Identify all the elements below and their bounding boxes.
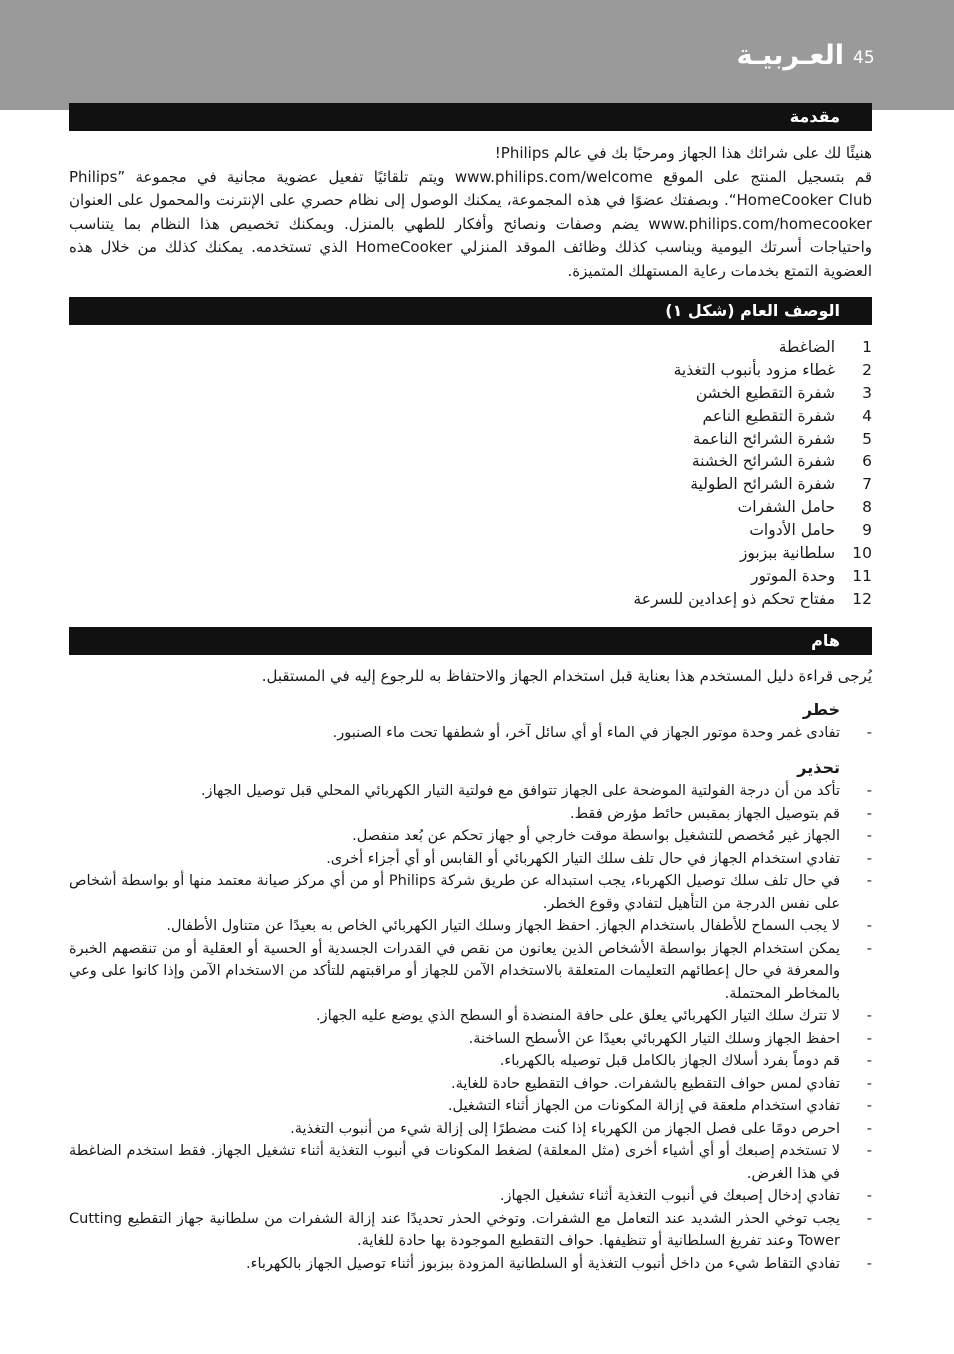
bullet-dash: - [866, 725, 872, 741]
warning-item-text: في حال تلف سلك توصيل الكهرباء، يجب استبداله عن طريق شركة Philips أو من أي مركز صيانة معتمد منها أو بواسطة أشخاص على نفس الدرجة من التأهيل لتفادي وقوع الخطر. [69, 873, 841, 912]
parts-list-item [69, 405, 872, 428]
danger-heading: خطر [802, 700, 840, 719]
bullet-dash: - [866, 1210, 872, 1227]
page-header [0, 0, 954, 110]
bullet-dash: - [866, 1255, 872, 1272]
intro-text [69, 142, 872, 283]
warning-item [69, 1095, 872, 1118]
bullet-dash: - [866, 783, 872, 799]
warning-item-text: تفادي التقاط شيء من داخل أنبوب التغذية أو السلطانية المزودة ببزبوز أثناء توصيل الجهاز بالكهرباء. [246, 1255, 840, 1272]
bullet-dash: - [866, 1098, 872, 1114]
bullet-dash: - [866, 918, 872, 934]
bullet-dash: - [866, 1120, 872, 1137]
warning-item [69, 1253, 872, 1276]
warning-item-text: لا تستخدم إصبعك أو أي أشياء أخرى (مثل المعلقة) لضغط المكونات في أنبوب التغذية أثناء تشغيل الجهاز. فقط استخدم الضاغطة في هذا الغرض. [69, 1143, 840, 1182]
bullet-dash: - [866, 1053, 872, 1069]
parts-list-item [69, 519, 872, 542]
parts-item-number: 7 [862, 475, 872, 494]
warning-item-text: يجب توخي الحذر الشديد عند التعامل مع الشفرات. وتوخي الحذر تحديدًا عند إزالة الشفرات من سلطانية جهاز التقطيع Cutting Tower وعند تفريغ السلطانية أو تنظيفها. حواف التقطيع الموجودة بها حادة للغاية. [69, 1210, 840, 1249]
parts-item-label: شفرة الشرائح الناعمة [692, 429, 836, 448]
parts-list-item [69, 359, 872, 382]
parts-list-item [69, 450, 872, 473]
warning-item-text: لا تترك سلك التيار الكهربائي يعلق على حافة المنضدة أو السطح الذي يوضع عليه الجهاز. [316, 1008, 840, 1024]
parts-item-label: شفرة الشرائح الخشنة [691, 452, 836, 471]
parts-item-number: 2 [862, 360, 872, 379]
warning-item [69, 1208, 872, 1253]
section-important-title: هام [69, 627, 872, 655]
parts-item-number: 5 [862, 429, 872, 448]
warning-item-text: تفادي لمس حواف التقطيع بالشفرات. حواف التقطيع حادة للغاية. [451, 1075, 840, 1092]
bullet-dash: - [866, 828, 872, 844]
warning-item-text: الجهاز غير مُخصص للتشغيل بواسطة موقت خارجي أو جهاز تحكم عن بُعد منفصل. [352, 828, 840, 844]
parts-item-number: 6 [862, 452, 872, 471]
warning-item [69, 848, 872, 871]
parts-list [69, 336, 872, 611]
parts-item-number: 11 [852, 566, 872, 585]
intro-paragraph-1: هنيئًا لك على شرائك هذا الجهاز ومرحبًا بك في عالم Philips! [494, 144, 872, 162]
parts-item-label: شفرة التقطيع الخشن [695, 383, 836, 402]
parts-item-number: 9 [862, 521, 872, 540]
parts-item-label: غطاء مزود بأنبوب التغذية [673, 360, 836, 379]
bullet-dash: - [866, 940, 872, 957]
parts-item-number: 8 [862, 498, 872, 517]
parts-item-number: 1 [862, 338, 872, 356]
warning-item-text: يمكن استخدام الجهاز بواسطة الأشخاص الذين يعانون من نقص في القدرات الجسدية أو الحسية أو العقلية أو من تنقصهم الخبرة والمعرفة في حال إعطائهم التعليمات المتعلقة بالاستخدام الآمن للجهاز أو مراقبتهم للتأكد من الاستخدام الآمن وإذا كانوا على وعي بالمخاطر المحتملة. [69, 940, 840, 1002]
warning-list [69, 780, 872, 1275]
parts-list-item [69, 428, 872, 451]
danger-item [69, 722, 872, 745]
warning-item [69, 1140, 872, 1185]
parts-item-label: الضاغطة [778, 338, 836, 356]
warning-item [69, 780, 872, 803]
bullet-dash: - [866, 1188, 872, 1204]
bullet-dash: - [866, 850, 872, 867]
parts-item-number: 12 [852, 589, 872, 608]
warning-item [69, 1005, 872, 1028]
parts-list-item [69, 382, 872, 405]
parts-item-label: شفرة الشرائح الطولية [690, 475, 836, 494]
parts-item-label: مفتاح تحكم ذو إعدادين للسرعة [633, 589, 836, 608]
warning-item [69, 938, 872, 1006]
danger-item-text: تفادى غمر وحدة موتور الجهاز في الماء أو أي سائل آخر، أو شطفها تحت ماء الصنبور. [332, 725, 840, 741]
page-number: 45 [853, 48, 875, 68]
parts-list-item [69, 336, 872, 359]
warning-item-text: تفادي إدخال إصبعك في أنبوب التغذية أثناء تشغيل الجهاز. [499, 1188, 840, 1204]
bullet-dash: - [866, 1075, 872, 1092]
bullet-dash: - [866, 873, 872, 889]
warning-item-text: احفظ الجهاز وسلك التيار الكهربائي بعيدًا عن الأسطح الساخنة. [468, 1030, 840, 1047]
warning-item [69, 1050, 872, 1073]
parts-item-label: شفرة التقطيع الناعم [702, 406, 836, 425]
warning-item [69, 1118, 872, 1141]
parts-item-label: حامل الأدوات [749, 521, 836, 540]
bullet-dash: - [866, 1008, 872, 1024]
warning-item-text: احرص دومًا على فصل الجهاز من الكهرباء إذا كنت مضطرًا إلى إزالة شيء من أنبوب التغذية. [290, 1120, 840, 1137]
bullet-dash: - [866, 1030, 872, 1047]
intro-paragraph-2: قم بتسجيل المنتج على الموقع www.philips.com/welcome ويتم تلقائيًا تفعيل عضوية مجانية في مجموعة ”Philips HomeCooker Club“. وبصفتك عضوًا في هذه المجموعة، يمكنك الوصول إلى نظام حصري على الإنترنت والمحمول على العنوان www.philips.com/homecooker يضم وصفات ونصائح وأفكار للطهي بالمنزل. ويمكنك تخصيص هذا النظام بما يتناسب واحتياجات أسرتك اليومية ويناسب كذلك وظائف الموقد المنزلي HomeCooker الذي تستخدمه. يمكنك كذلك من خلال هذه العضوية التمتع بخدمات رعاية المستهلك المتميزة. [69, 167, 872, 280]
warning-item-text: تأكد من أن درجة الفولتية الموضحة على الجهاز تتوافق مع فولتية التيار الكهربائي المحلي قبل توصيل الجهاز. [200, 783, 840, 799]
section-general-title: الوصف العام (شكل ١) [69, 297, 872, 325]
warning-item [69, 803, 872, 826]
parts-list-item [69, 588, 872, 611]
warning-item [69, 915, 872, 938]
parts-list-item [69, 542, 872, 565]
warning-item-text: قم بتوصيل الجهاز بمقبس حائط مؤرض فقط. [570, 805, 840, 822]
language-title: العـربيـة [736, 40, 844, 71]
bullet-dash: - [866, 1143, 872, 1159]
warning-item-text: لا يجب السماح للأطفال باستخدام الجهاز. احفظ الجهاز وسلك التيار الكهربائي الخاص به بعيدًا عن متناول الأطفال. [166, 918, 840, 934]
parts-list-item [69, 473, 872, 496]
parts-item-number: 10 [852, 544, 872, 563]
warning-item [69, 1073, 872, 1096]
important-intro: يُرجى قراءة دليل المستخدم هذا بعناية قبل استخدام الجهاز والاحتفاظ به للرجوع إليه في المستقبل. [261, 667, 872, 685]
bullet-dash: - [866, 805, 872, 822]
section-intro-title: مقدمة [69, 103, 872, 131]
warning-item [69, 1028, 872, 1051]
warning-item [69, 1185, 872, 1208]
warning-item-text: قم دوماً بفرد أسلاك الجهاز بالكامل قبل توصيله بالكهرباء. [499, 1053, 840, 1069]
warning-item [69, 870, 872, 915]
parts-list-item [69, 496, 872, 519]
warning-item [69, 825, 872, 848]
parts-item-number: 3 [862, 383, 872, 402]
warning-heading: تحذير [797, 758, 840, 777]
parts-item-label: وحدة الموتور [751, 566, 836, 585]
warning-item-text: تفادي استخدام الجهاز في حال تلف سلك التيار الكهربائي أو القابس أو أي أجزاء أخرى. [326, 850, 840, 867]
parts-item-label: سلطانية ببزبوز [739, 544, 836, 563]
warning-item-text: تفادي استخدام ملعقة في إزالة المكونات من الجهاز أثناء التشغيل. [447, 1098, 840, 1114]
parts-item-label: حامل الشفرات [737, 498, 836, 517]
danger-list [69, 722, 872, 745]
parts-item-number: 4 [862, 406, 872, 425]
parts-list-item [69, 565, 872, 588]
